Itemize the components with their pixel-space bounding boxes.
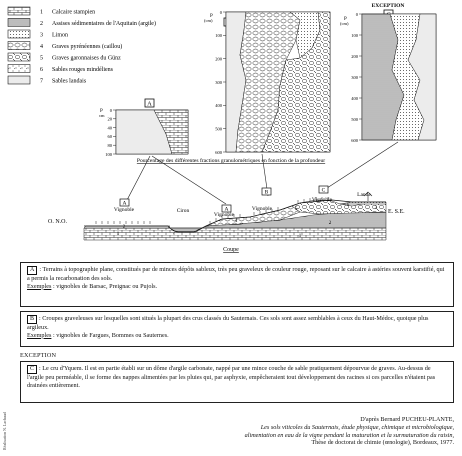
legend-number: 3 xyxy=(40,32,43,39)
side-credit: Réalisation N. Lachaud xyxy=(2,412,7,450)
profile-b-unit2: (cm) xyxy=(204,18,213,23)
profile-a-unit2: cm xyxy=(99,113,105,118)
note-b-tag: B xyxy=(27,315,37,324)
cross-section-label: Vignoble xyxy=(113,207,135,213)
note-b-examples: : vignobles de Fargues, Bommes ou Sauternes. xyxy=(51,331,169,339)
legend-item xyxy=(8,30,68,39)
axis-tick-label: 300 xyxy=(215,79,222,85)
legend-swatch xyxy=(8,7,30,15)
legend-swatch xyxy=(8,19,30,27)
note-c-tag: C xyxy=(27,365,37,374)
note-a-text: : Terrains à topographie plane, constitués par de minces dépôts sableux, très peu graveleux de couleur rouge, reposant sur le calcaire à astéries souvent karstifié, qui a permis la recarbonation des sols. xyxy=(27,266,445,282)
axis-tick-label: 200 xyxy=(351,53,358,59)
profile-c-axis xyxy=(351,12,362,143)
legend-number: 2 xyxy=(40,21,43,27)
note-a xyxy=(20,262,454,307)
axis-tick-label: 500 xyxy=(215,126,222,132)
layer-number: 2 xyxy=(328,221,332,226)
axis-tick-label: 600 xyxy=(351,137,358,143)
legend-item xyxy=(8,76,87,85)
cross-section-label: Lande xyxy=(357,192,371,198)
axis-tick-label: 0 xyxy=(355,11,358,17)
note-c-text: : Le cru d'Yquem. Il est en partie établi sur un dôme d'argile carbonate, nappé par une mince couche de sable pratiquement dépourvue de graves. Au-dessus de l'argile peu perméable, il se forme des nappes alimentées par les pluies qui, par asphyxie, empêcheraient tout développement des racines si ces parcelles n'étaient pas drainées entièrement. xyxy=(27,365,436,389)
legend-number: 4 xyxy=(40,44,43,50)
cross-section-box-label: B xyxy=(264,189,269,196)
axis-tick-label: 400 xyxy=(215,103,222,109)
exception-heading: EXCEPTION xyxy=(20,352,57,359)
axis-tick-label: 500 xyxy=(351,116,358,122)
credit-author: D'après Bernard PUCHEU-PLANTE, xyxy=(360,416,454,423)
note-a-examples: : vignobles de Barsac, Preignac ou Pujols. xyxy=(51,282,158,290)
layer-number: 4 xyxy=(234,219,238,224)
credit-thesis: Thèse de doctorat de chimie (œnologie), Bordeaux, 1977. xyxy=(311,439,454,447)
profiles-caption: Pourcentage des différentes fractions granulométriques en fonction de la profondeur xyxy=(136,158,326,164)
axis-tick-label: 300 xyxy=(351,74,358,80)
legend xyxy=(8,7,156,85)
legend-number: 5 xyxy=(40,55,43,62)
legend-number: 6 xyxy=(40,67,43,73)
layer-number: 3 xyxy=(374,206,378,211)
legend-number: 1 xyxy=(40,9,43,16)
profile-c-unit: P xyxy=(344,17,347,22)
axis-tick-label: 60 xyxy=(107,134,112,140)
profile-a-unit: P xyxy=(100,109,103,114)
profile-c-unit2: (cm) xyxy=(340,21,349,26)
axis-tick-label: 100 xyxy=(215,33,222,39)
legend-number: 7 xyxy=(40,78,43,85)
axis-tick-label: 80 xyxy=(107,143,112,148)
cross-section-box-label: A xyxy=(224,206,229,213)
legend-item xyxy=(8,7,95,16)
layer-number: 2 xyxy=(122,225,126,230)
cross-section-label: Vignoble xyxy=(213,212,235,218)
legend-label: Graves garonnaises du Günz xyxy=(52,55,121,62)
profile-a-label: A xyxy=(147,100,152,108)
axis-tick-label: 20 xyxy=(107,116,112,122)
legend-swatch xyxy=(8,65,30,73)
cross-section-label: Ciron xyxy=(176,208,190,214)
legend-swatch xyxy=(8,76,30,84)
profile-b-axis xyxy=(215,10,226,155)
profile-b xyxy=(204,10,330,155)
legend-label: Assises sédimentaires de l'Aquitain (argile) xyxy=(52,21,156,27)
legend-item xyxy=(8,65,114,74)
profile-b-unit: P xyxy=(210,14,213,19)
note-a-tag: A xyxy=(27,266,37,275)
legend-swatch xyxy=(8,30,30,38)
axis-tick-label: 100 xyxy=(351,32,358,38)
cross-section-label: Vignoble xyxy=(251,206,273,212)
legend-label: Calcaire stampien xyxy=(52,9,96,16)
exception-label: EXCEPTION xyxy=(371,3,405,9)
credit-title-2: alimentation en eau de la vigne pendant la maturation et la surmaturation du raisin, xyxy=(244,431,454,439)
layer-number: 7 xyxy=(172,231,176,236)
axis-tick-label: 40 xyxy=(107,125,112,131)
cross-section-label: Vignoble xyxy=(311,197,333,203)
axis-tick-label: 600 xyxy=(215,149,222,155)
cross-section-box-label: A xyxy=(122,200,127,207)
note-c xyxy=(20,361,454,403)
layer-number: 1 xyxy=(116,232,120,237)
axis-tick-label: 400 xyxy=(351,95,358,101)
axis-tick-label: 100 xyxy=(105,151,112,157)
profile-c xyxy=(340,3,436,143)
note-a-examples-label: Exemples xyxy=(27,282,52,290)
axis-tick-label: 200 xyxy=(215,56,222,62)
cross-section-box-label: C xyxy=(321,187,326,194)
layer-number: 6 xyxy=(346,203,350,208)
legend-label: Limon xyxy=(52,32,68,39)
legend-swatch xyxy=(8,53,30,61)
note-b-examples-label: Exemples xyxy=(27,331,52,339)
profile-a-axis xyxy=(105,108,116,157)
legend-label: Sables landais xyxy=(52,78,87,85)
legend-item xyxy=(8,42,122,51)
source-credit xyxy=(14,416,454,447)
credit-title-1: Les sols viticoles du Sauternais, étude physique, chimique et microbiologique, xyxy=(260,423,454,431)
legend-item xyxy=(8,53,121,62)
legend-swatch xyxy=(8,42,30,50)
cross-section-title: Coupe xyxy=(223,247,239,253)
legend-label: Sables rouges mindéliens xyxy=(52,67,113,73)
note-b-text: : Croupes graveleuses sur lesquelles sont situés la plupart des crus classés du Sauternais. Ces sols sont assez semblables à ceux du Haut-Médoc, quoique plus argileux. xyxy=(27,315,429,331)
legend-label: Graves pyrénéennes (caillou) xyxy=(52,44,123,50)
layer-number: 1 xyxy=(298,234,302,239)
axis-tick-label: 0 xyxy=(109,107,112,113)
layer-number: 5 xyxy=(294,207,298,212)
legend-item xyxy=(8,19,156,28)
note-b xyxy=(20,311,454,347)
axis-tick-label: 0 xyxy=(219,9,222,15)
cross-section-west: O. N.O. xyxy=(48,219,67,225)
cross-section-east: E. S.E. xyxy=(388,209,405,215)
profile-a xyxy=(99,99,188,157)
